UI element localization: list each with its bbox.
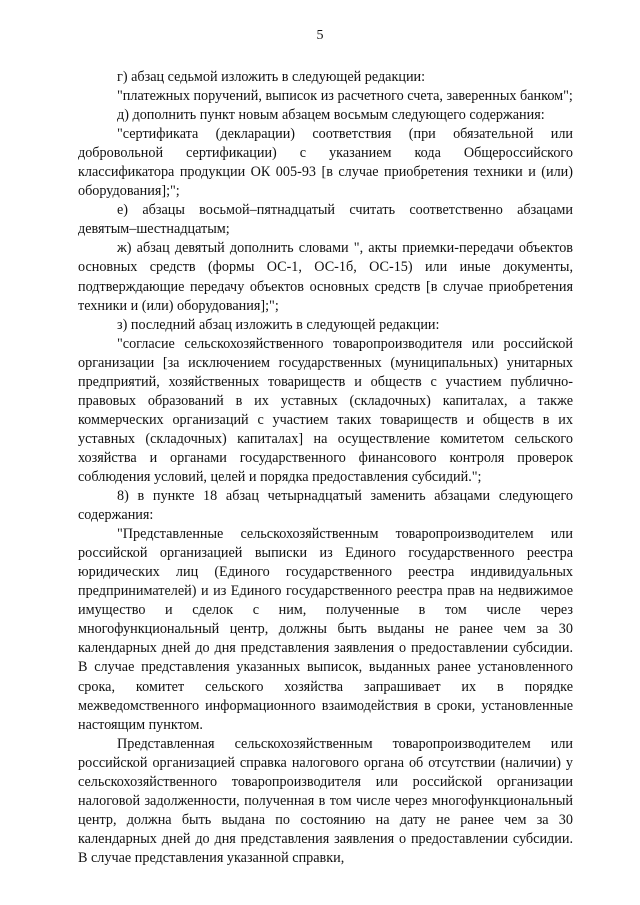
paragraph-d: д) дополнить пункт новым абзацем восьмым следующего содержания: [117, 107, 545, 124]
paragraph-zh: ж) абзац девятый дополнить словами ", акты приемки-передачи объектов основных средств (формы ОС-1, ОС-1б, ОС-15) или иные документы, подтверждающие передачу объектов основных средств [в случае приобретения техники и (или) оборудования];"; [78, 240, 573, 314]
page-number: 5 [316, 28, 324, 43]
paragraph-g: г) абзац седьмой изложить в следующей редакции: [117, 69, 426, 85]
paragraph-z: з) последний абзац изложить в следующей редакции: [117, 316, 440, 333]
paragraph-8-quote-1: "Представленные сельскохозяйственным товаропроизводителем или российской организацией выписки из Единого государственного реестра юридических лиц (Единого государственного реестра индивидуальных предпринимателей) и из Единого государственного реестра прав на недвижимое имущество и сделок с ним, полученные в том числе через многофункциональный центр, должны быть выданы не ранее чем за 30 календарных дней до дня представления заявления о предоставлении субсидии. В случае представления указанных выписок, выданных ранее установленного срока, комитет сельского хозяйства запрашивает их в порядке межведомственного информационного взаимодействия в сроки, установленные настоящим пунктом. [78, 526, 573, 733]
paragraph-d-quote: "сертификата (декларации) соответствия (при обязательной или добровольной сертификации) с указанием кода Общероссийского классификатора продукции ОК 005-93 [в случае приобретения техники и (или) оборудования];"; [78, 126, 573, 200]
paragraph-g-quote: "платежных поручений, выписок из расчетного счета, заверенных банком"; [117, 88, 573, 105]
paragraph-8: 8) в пункте 18 абзац четырнадцатый заменить абзацами следующего содержания: [78, 488, 573, 524]
paragraph-e: е) абзацы восьмой–пятнадцатый считать соответственно абзацами девятым–шестнадцатым; [78, 202, 573, 238]
paragraph-z-quote: "согласие сельскохозяйственного товаропроизводителя или российской организации [за исключением государственных (муниципальных) унитарных предприятий, хозяйственных товариществ и обществ с участием публично-правовых образований в их уставных (складочных) капиталах, а также коммерческих организаций с участием таких товариществ и обществ в их уставных (складочных) капиталах] на осуществление комитетом сельского хозяйства и органами государственного финансового контроля проверок соблюдения условий, целей и порядка предоставления субсидий."; [78, 335, 573, 485]
document-body [78, 68, 573, 868]
paragraph-8-quote-2: Представленная сельскохозяйственным товаропроизводителем или российской организацией справка налогового органа об отсутствии (наличии) у сельскохозяйственного товаропроизводителя или российской организации налоговой задолженности, полученная в том числе через многофункциональный центр, должна быть выдана по состоянию на дату не ранее чем за 30 календарных дней до дня представления заявления о предоставлении субсидии. В случае представления указанной справки, [78, 735, 573, 866]
